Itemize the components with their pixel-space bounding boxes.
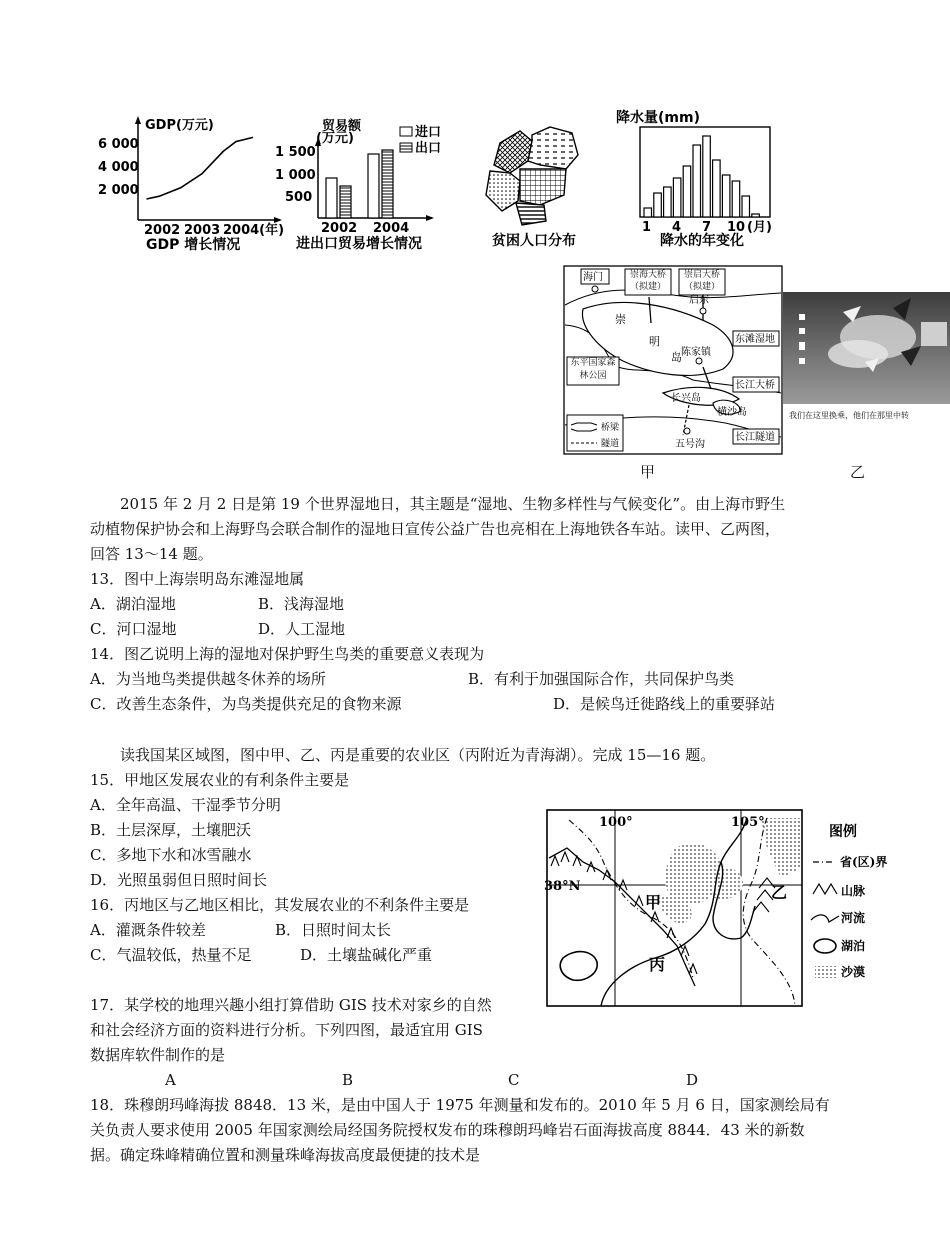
lon-100: 100° <box>599 815 633 830</box>
poverty-region <box>516 203 546 225</box>
trade-caption: 进出口贸易增长情况 <box>296 236 422 252</box>
rain-xtick: (月) <box>747 220 772 235</box>
intro-paragraph-line: 2015 年 2 月 2 日是第 19 个世界湿地日，其主题是“湿地、生物多样性与气候变化”。由上海市野生 <box>120 495 786 513</box>
poverty-caption: 贫困人口分布 <box>492 233 576 249</box>
trade-ytick: 1 500 <box>275 145 316 160</box>
gdp-xtick: 2002 <box>144 223 181 238</box>
poverty-region <box>520 169 566 205</box>
poverty-map <box>480 125 590 250</box>
q17-option-a: A <box>165 1071 176 1089</box>
q13-option-d: D．人工湿地 <box>258 620 346 638</box>
legend-import-swatch <box>400 127 412 136</box>
legend-import-label: 进口 <box>415 125 442 140</box>
q16-option-a: A．灌溉条件较差 <box>90 921 206 939</box>
question-18-line: 据。确定珠峰精确位置和测量珠峰海拔高度最便捷的技术是 <box>90 1146 481 1164</box>
trade-bar-export-2004 <box>382 150 393 218</box>
rain-bar-month-11 <box>742 196 750 217</box>
rain-bar-month-10 <box>732 181 740 217</box>
legend-river-label: 河流 <box>841 911 866 925</box>
gdp-ytick: 6 000 <box>98 137 139 152</box>
gdp-ylabel: GDP(万元) <box>145 118 214 133</box>
q16-option-d: D．土壤盐碱化严重 <box>300 946 433 964</box>
q14-option-d: D．是候鸟迁徙路线上的重要驿站 <box>553 695 776 713</box>
rain-bar-month-4 <box>673 178 681 217</box>
poverty-region <box>486 171 520 211</box>
legend-lake-label: 湖泊 <box>841 939 866 953</box>
trade-ytick: 1 000 <box>275 168 316 183</box>
rain-ylabel: 降水量(mm) <box>616 110 700 126</box>
figure-jia-label: 甲 <box>640 463 656 481</box>
label-dao: 岛 <box>671 351 682 364</box>
label-chongqi-bridge: 崇启大桥（拟建） <box>683 270 720 292</box>
region-map <box>545 808 895 1008</box>
question-17-line: 17．某学校的地理兴趣小组打算借助 GIS 技术对家乡的自然 <box>90 996 492 1014</box>
rain-caption: 降水的年变化 <box>660 233 744 249</box>
label-dongping: 东平国家森林公园 <box>570 358 616 381</box>
label-haimen: 海门 <box>583 272 603 283</box>
trade-bar-import-2004 <box>368 154 379 218</box>
trade-yunit: (万元) <box>316 131 354 146</box>
label-chong: 崇 <box>615 313 626 326</box>
q17-option-c: C <box>508 1071 520 1089</box>
q15-option-a: A．全年高温、干湿季节分明 <box>90 796 281 814</box>
region-bing: 丙 <box>649 955 666 974</box>
poverty-region <box>528 127 578 169</box>
legend-border-label: 省(区)界 <box>840 855 888 869</box>
mountain-legend-icon <box>813 884 837 894</box>
trade-bar-export-2002 <box>340 186 351 218</box>
lake-legend-icon <box>814 939 836 953</box>
rain-bar-month-1 <box>644 208 652 217</box>
label-changxing: 长兴岛 <box>671 393 701 404</box>
label-dongtan: 东滩湿地 <box>735 334 775 345</box>
q13-option-a: A．湖泊湿地 <box>90 595 176 613</box>
q16-option-c: C．气温较低，热量不足 <box>90 946 252 964</box>
label-chonghai-bridge: 崇海大桥（拟建） <box>629 270 666 292</box>
trade-chart <box>270 112 450 252</box>
trade-xtick: 2004 <box>373 221 410 236</box>
region-jia: 甲 <box>645 893 662 912</box>
question-18-line: 18．珠穆朗玛峰海拔 8848．13 米，是由中国人于 1975 年测量和发布的。2010 年 5 月 6 日，国家测绘局有 <box>90 1096 830 1114</box>
q13-option-b: B．浅海湿地 <box>258 595 345 613</box>
trade-xtick: 2002 <box>321 221 358 236</box>
figure-yi-label: 乙 <box>850 463 866 481</box>
gdp-series-line <box>147 137 254 199</box>
chongming-map <box>563 265 783 455</box>
q14-option-c: C．改善生态条件，为鸟类提供充足的食物来源 <box>90 695 402 713</box>
trade-ylabel: 贸易额 <box>322 119 362 134</box>
legend-title: 图例 <box>829 824 857 840</box>
legend-tunnel: 隧道 <box>601 439 620 449</box>
label-qidong: 启东 <box>689 295 709 306</box>
rain-bar-month-2 <box>654 193 662 217</box>
legend-desert-label: 沙漠 <box>841 965 866 979</box>
q14-option-b: B．有利于加强国际合作，共同保护鸟类 <box>468 670 735 688</box>
legend-export-swatch <box>400 143 412 152</box>
question-14: 14．图乙说明上海的湿地对保护野生鸟类的重要意义表现为 <box>90 645 485 663</box>
rain-chart <box>610 105 775 250</box>
q15-option-d: D．光照虽弱但日照时间长 <box>90 871 268 889</box>
label-ming: 明 <box>649 335 660 348</box>
q16-option-b: B．日照时间太长 <box>275 921 392 939</box>
label-changjiang-bridge: 长江大桥 <box>735 380 775 391</box>
question-18-line: 关负责人要求使用 2005 年国家测绘局经国务院授权发布的珠穆朗玛峰岩石面海拔高度 8844．43 米的新数 <box>90 1121 805 1139</box>
label-changjiang-tunnel: 长江隧道 <box>735 432 775 443</box>
gdp-xtick: 2004(年) <box>223 223 285 238</box>
legend-export-label: 出口 <box>415 141 442 156</box>
rain-bar-month-9 <box>722 175 730 217</box>
question-13: 13．图中上海崇明岛东滩湿地属 <box>90 570 305 588</box>
q15-option-c: C．多地下水和冰雪融水 <box>90 846 252 864</box>
intro-paragraph-line: 动植物保护协会和上海野鸟会联合制作的湿地日宣传公益广告也亮相在上海地铁各车站。读甲、乙两图， <box>90 520 781 538</box>
intro-15-16: 读我国某区域图，图中甲、乙、丙是重要的农业区（丙附近为青海湖）。完成 15—16 题。 <box>120 746 716 764</box>
q17-option-b: B <box>342 1071 354 1089</box>
intro-paragraph-line: 回答 13～14 题。 <box>90 545 213 563</box>
signpost-icon <box>921 322 947 346</box>
wetland-poster <box>783 292 950 427</box>
question-17-line: 和社会经济方面的资料进行分析。下列四图，最适宜用 GIS <box>90 1021 483 1039</box>
gdp-chart <box>98 112 285 253</box>
legend-bridge: 桥梁 <box>601 423 620 433</box>
region-yi: 乙 <box>771 883 788 902</box>
q15-option-b: B．土层深厚，土壤肥沃 <box>90 821 252 839</box>
rain-bar-month-6 <box>693 145 701 217</box>
lat-38n: 38°N <box>544 879 581 894</box>
gdp-ytick: 2 000 <box>98 183 139 198</box>
question-17-line: 数据库软件制作的是 <box>90 1046 226 1064</box>
gdp-ytick: 4 000 <box>98 160 139 175</box>
rain-bar-month-8 <box>713 160 721 217</box>
q13-option-c: C．河口湿地 <box>90 620 177 638</box>
trade-ytick: 500 <box>285 190 313 205</box>
rain-bar-month-5 <box>683 166 691 217</box>
q17-option-d: D <box>686 1071 699 1089</box>
question-16: 16．丙地区与乙地区相比，其发展农业的不利条件主要是 <box>90 896 470 914</box>
label-chenjiazhen: 陈家镇 <box>681 347 711 358</box>
rain-bar-month-12 <box>752 214 760 217</box>
poster-caption: 我们在这里换乘，他们在那里中转 <box>789 411 909 420</box>
rain-xtick: 4 <box>672 220 682 235</box>
label-wuhaogou: 五号沟 <box>675 439 705 450</box>
rain-xtick: 1 <box>642 220 652 235</box>
legend-mountain-label: 山脉 <box>841 884 866 898</box>
gdp-caption: GDP 增长情况 <box>146 237 241 253</box>
label-hengsha: 横沙岛 <box>717 407 747 418</box>
qinghai-lake <box>560 952 597 981</box>
rain-bar-month-3 <box>664 187 672 217</box>
desert-legend-icon <box>815 966 837 978</box>
q14-option-a: A．为当地鸟类提供越冬休养的场所 <box>90 670 326 688</box>
rain-xtick: 7 <box>702 220 712 235</box>
lon-105: 105° <box>731 815 765 830</box>
poverty-region <box>494 131 532 173</box>
river-legend-icon <box>811 915 839 922</box>
gdp-xtick: 2003 <box>184 223 221 238</box>
question-15: 15．甲地区发展农业的有利条件主要是 <box>90 771 350 789</box>
trade-bar-import-2002 <box>326 178 337 218</box>
rain-bar-month-7 <box>703 136 711 217</box>
rain-xtick: 10 <box>727 220 746 235</box>
